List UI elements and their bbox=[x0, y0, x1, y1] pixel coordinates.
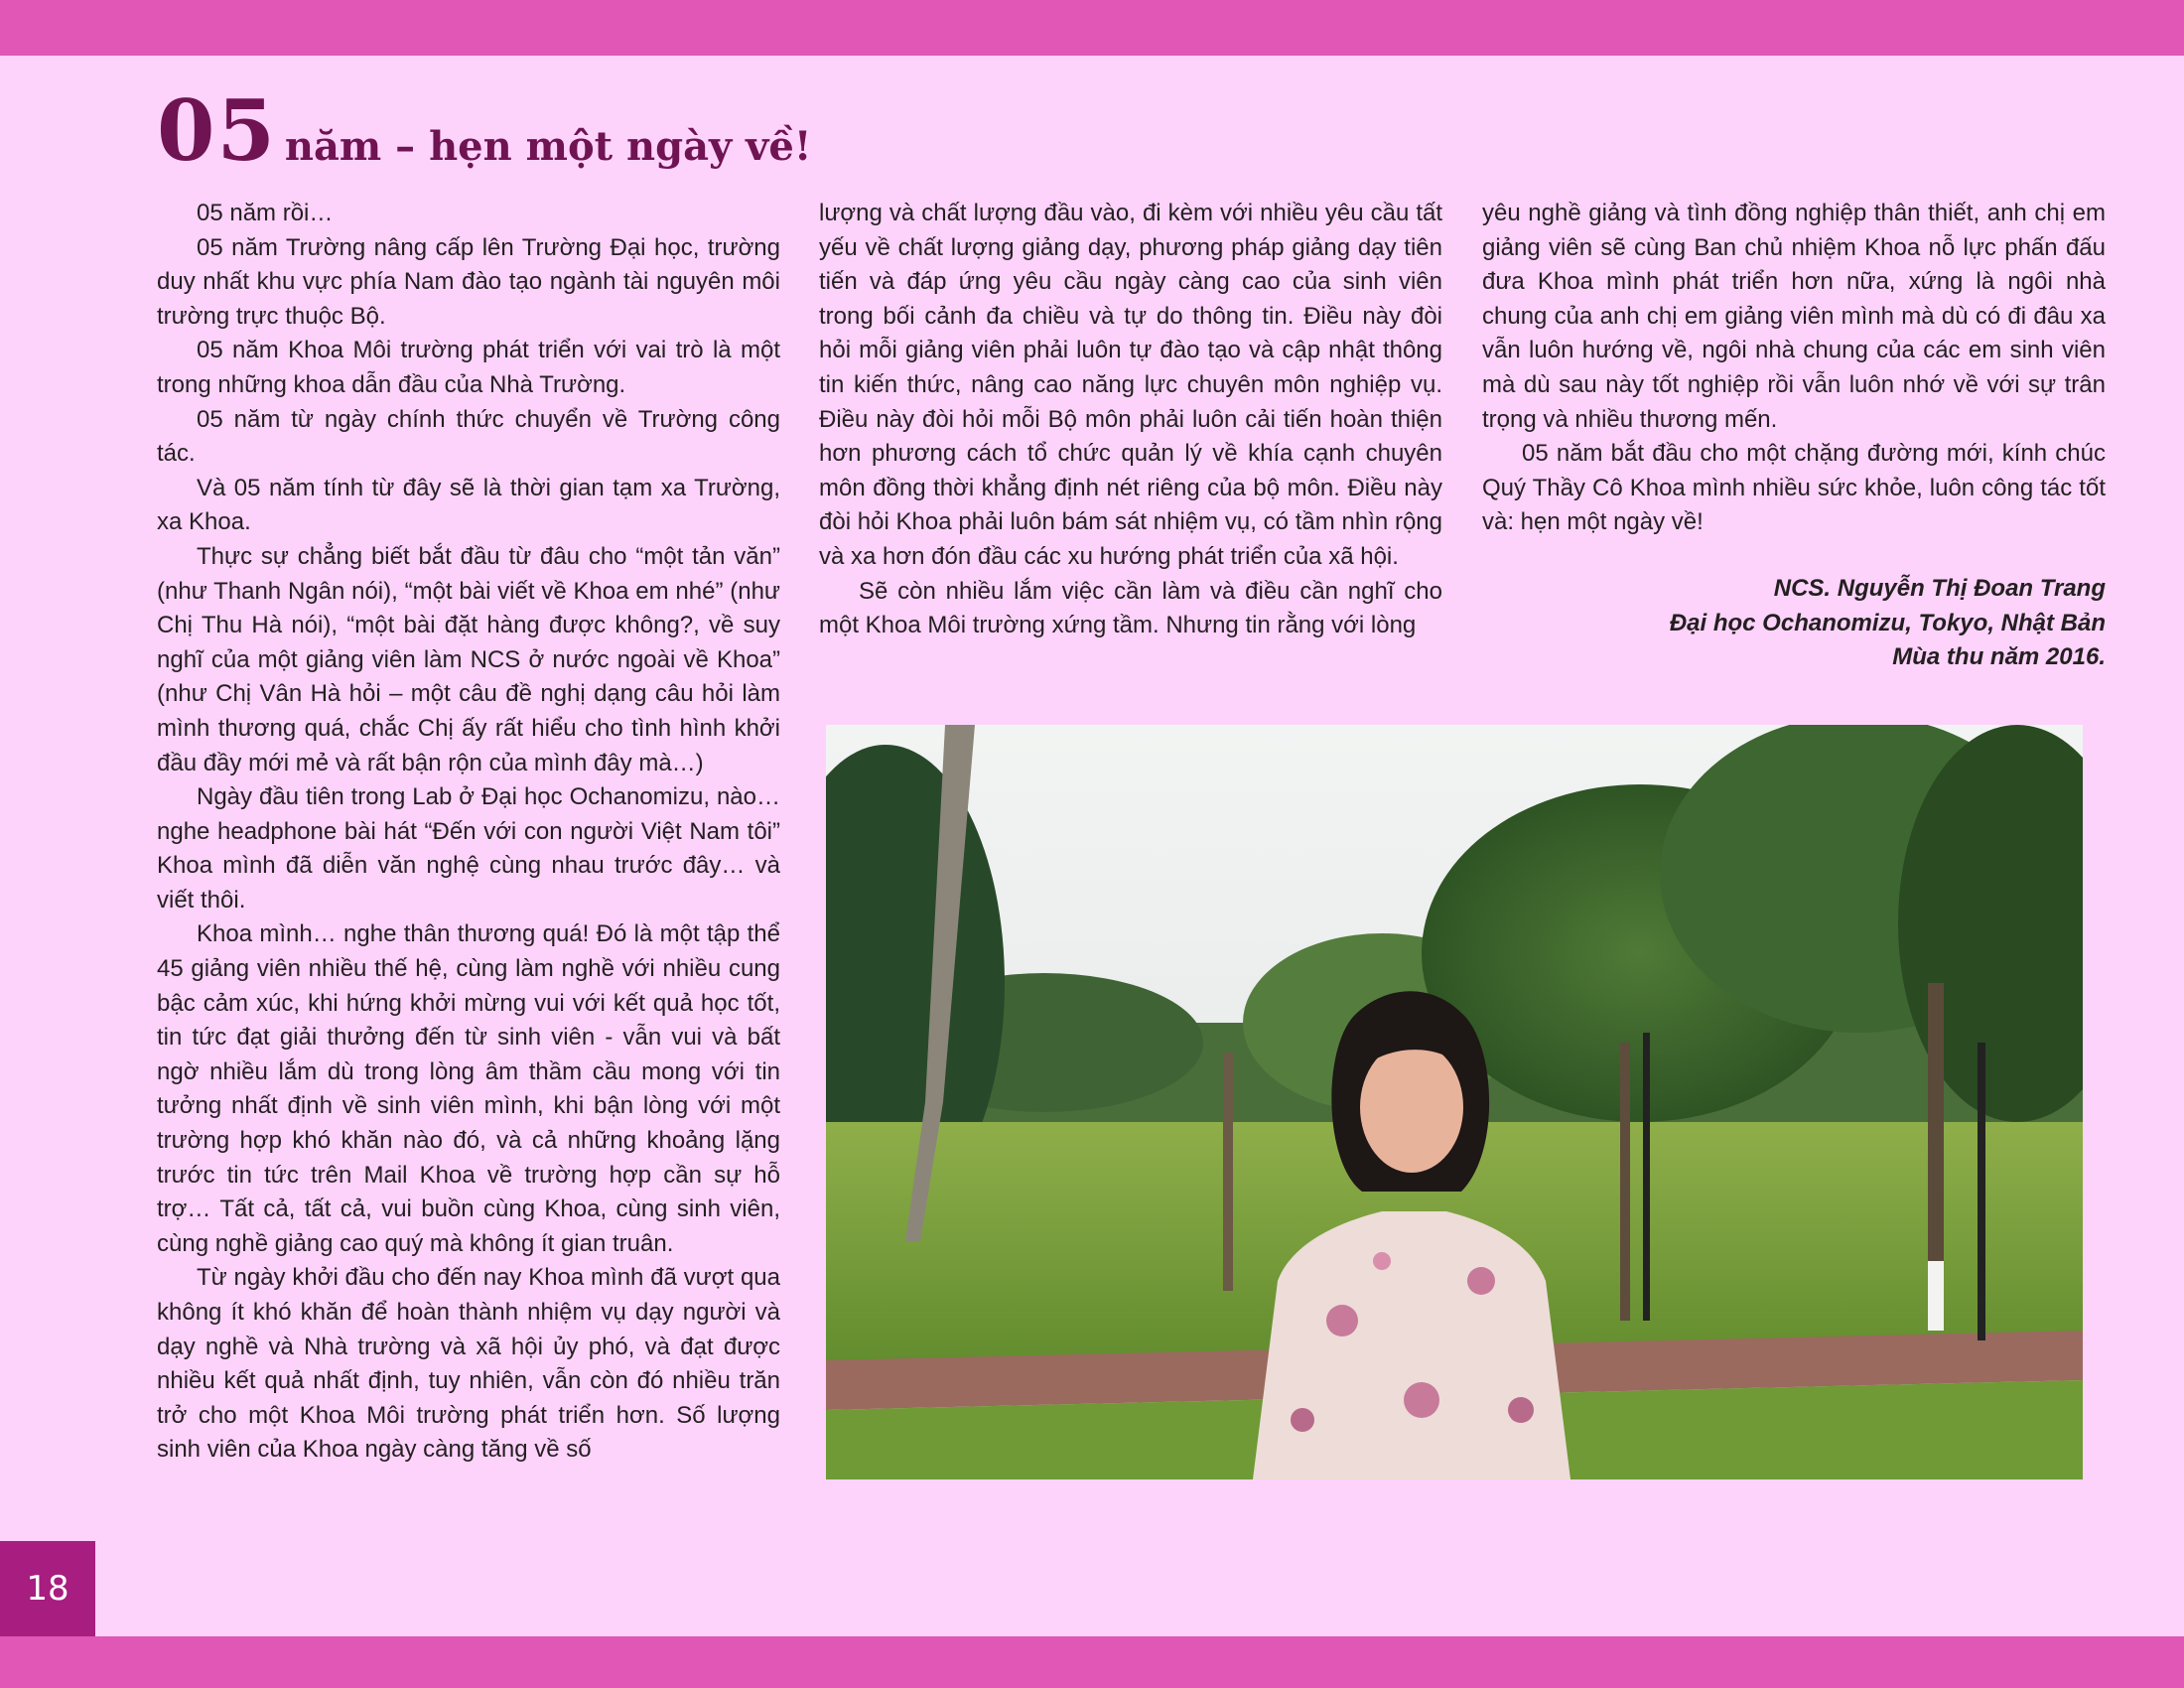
title-number: 05 bbox=[157, 81, 277, 180]
paragraph: 05 năm rồi… bbox=[197, 200, 334, 226]
title-text: năm – hẹn một ngày về! bbox=[284, 123, 812, 170]
page-number: 18 bbox=[0, 1541, 95, 1636]
signature-place: Đại học Ochanomizu, Tokyo, Nhật Bản bbox=[1669, 609, 2106, 636]
paragraph: Thực sự chẳng biết bắt đầu từ đâu cho “một tản văn” (như Thanh Ngân nói), “một bài viết về Khoa em nhé” (như Chị Thu Hà nói), “một bài đặt hàng được không?, về suy nghĩ của một giảng viên làm NCS ở nước ngoài về Khoa” (như Chị Vân Hà hỏi – một câu đề nghị dạng câu hỏi làm mình thương quá, chắc Chị ấy rất hiểu cho tình hình khởi đầu đầy mới mẻ và rất bận rộn của mình đây mà…) bbox=[157, 542, 780, 776]
paragraph: Từ ngày khởi đầu cho đến nay Khoa mình đã vượt qua không ít khó khăn để hoàn thành nhiệm vụ dạy người và dạy nghề và Nhà trường và xã hội ủy phó, và đạt được nhiều kết quả nhất định, tuy nhiên, vẫn còn đó nhiều trăn trở cho một Khoa Môi trường phát triển hơn. Số lượng sinh viên của Khoa ngày càng tăng về số bbox=[157, 1264, 780, 1464]
column-2 bbox=[819, 197, 1442, 643]
column-1 bbox=[157, 197, 780, 1468]
top-band bbox=[0, 0, 2184, 56]
signature-author: NCS. Nguyễn Thị Đoan Trang bbox=[1773, 574, 2106, 602]
paragraph: Ngày đầu tiên trong Lab ở Đại học Ochanomizu, nào… nghe headphone bài hát “Đến với con người Việt Nam tôi” Khoa mình đã diễn văn nghệ cùng nhau trước đây… và viết thôi. bbox=[157, 783, 780, 914]
paragraph: Khoa mình… nghe thân thương quá! Đó là một tập thể 45 giảng viên nhiều thế hệ, cùng làm nghề với nhiều cung bậc cảm xúc, khi hứng khởi mừng vui với kết quả học tốt, tin tức đạt giải thưởng đến từ sinh viên - vẫn vui và bất ngờ nhiều lắm dù trong lòng âm thầm cầu mong với tin tưởng nhất định về sinh viên mình, khi bận lòng với một trường hợp khó khăn nào đó, và cả những khoảng lặng trước tin tức trên Mail Khoa về trường hợp cần sự hỗ trợ… Tất cả, tất cả, vui buồn cùng Khoa, cùng sinh viên, cùng nghề giảng cao quý mà không ít gian truân. bbox=[157, 920, 780, 1257]
paragraph: lượng và chất lượng đầu vào, đi kèm với nhiều yêu cầu tất yếu về chất lượng giảng dạy, phương pháp giảng dạy tiên tiến và đáp ứng yêu cầu ngày càng cao của sinh viên trong bối cảnh đa chiều và tự do thông tin. Điều này đòi hỏi mỗi giảng viên phải luôn tự đào tạo và cập nhật thông tin kiến thức, nâng cao năng lực chuyên môn nghiệp vụ. Điều này đòi hỏi mỗi Bộ môn phải luôn cải tiến hoàn thiện hơn phương cách tổ chức quản lý về khía cạnh chuyên môn đồng thời khẳng định nét riêng của bộ môn. Điều này đòi hỏi Khoa phải luôn bám sát nhiệm vụ, có tầm nhìn rộng và xa hơn đón đầu các xu hướng phát triển của xã hội. bbox=[819, 200, 1442, 570]
signature bbox=[1482, 572, 2106, 675]
bottom-band bbox=[0, 1636, 2184, 1688]
paragraph: 05 năm Khoa Môi trường phát triển với vai trò là một trong những khoa dẫn đầu của Nhà Trường. bbox=[157, 337, 780, 398]
signature-date: Mùa thu năm 2016. bbox=[1892, 643, 2106, 671]
paragraph: 05 năm bắt đầu cho một chặng đường mới, kính chúc Quý Thầy Cô Khoa mình nhiều sức khỏe, luôn công tác tốt và: hẹn một ngày về! bbox=[1482, 440, 2106, 536]
paragraph: Và 05 năm tính từ đây sẽ là thời gian tạm xa Trường, xa Khoa. bbox=[157, 474, 780, 536]
paragraph: Sẽ còn nhiều lắm việc cần làm và điều cần nghĩ cho một Khoa Môi trường xứng tầm. Nhưng tin rằng với lòng bbox=[819, 577, 1442, 639]
paragraph: 05 năm từ ngày chính thức chuyển về Trường công tác. bbox=[157, 405, 780, 468]
paragraph: 05 năm Trường nâng cấp lên Trường Đại học, trường duy nhất khu vực phía Nam đào tạo ngành tài nguyên môi trường trực thuộc Bộ. bbox=[157, 233, 780, 330]
portrait-photo bbox=[826, 725, 2083, 1479]
paragraph: yêu nghề giảng và tình đồng nghiệp thân thiết, anh chị em giảng viên sẽ cùng Ban chủ nhiệm Khoa nỗ lực phấn đấu đưa Khoa mình phát triển hơn nữa, xứng là ngôi nhà chung của anh chị em giảng viên mình mà dù có đi đâu xa vẫn luôn hướng về, ngôi nhà chung của các em sinh viên mà dù sau này tốt nghiệp rồi vẫn luôn nhớ về với sự trân trọng và nhiều thương mến. bbox=[1482, 200, 2106, 433]
column-3 bbox=[1482, 197, 2106, 675]
article-title bbox=[157, 81, 811, 180]
